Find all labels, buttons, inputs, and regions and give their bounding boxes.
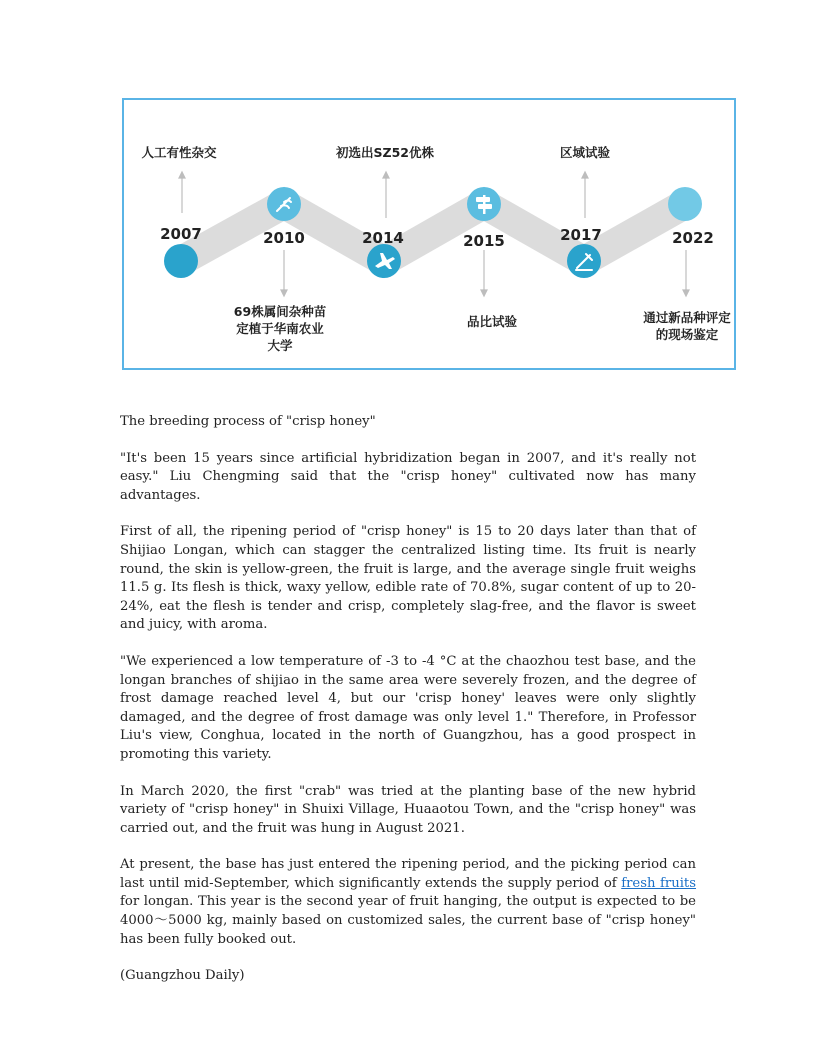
paragraph-5 — [120, 856, 696, 949]
paragraph-5-start: At present, the base has just entered the ripening period, and the picking period can last until mid-September, which significantly extends the supply period of — [120, 857, 696, 891]
node-2017 — [567, 244, 601, 278]
arrow-up-2017 — [582, 172, 588, 218]
node-2015 — [467, 187, 501, 221]
label-2010-line-1: 69株属间杂种苗 — [233, 304, 327, 319]
breeding-timeline-figure — [122, 98, 736, 370]
paragraph-3: "We experienced a low temperature of -3 to -4 °C at the chaozhou test base, and the longan branches of shijiao in the same area were severely frozen, and the degree of frost damage reached level 4, but our 'crisp honey' leaves were only slightly damaged, and the degree of frost damage was only level 1." Therefore, in Professor Liu's view, Conghua, located in the north of Guangzhou, has a good prospect in promoting this variety. — [120, 653, 696, 762]
year-2010: 2010 — [263, 229, 305, 247]
paragraph-4: In March 2020, the first "crab" was tried at the planting base of the new hybrid variety of "crisp honey" in Shuixi Village, Huaaotou Town, and the "crisp honey" was carried out, and the fruit was hung in August 2021. — [120, 783, 696, 836]
arrow-up-2014 — [383, 172, 389, 218]
year-2017: 2017 — [560, 226, 602, 244]
label-2022-line-2: 的现场鉴定 — [655, 327, 719, 342]
label-2010-line-3: 大学 — [267, 338, 293, 353]
year-2014: 2014 — [362, 229, 404, 247]
node-2022 — [668, 187, 702, 221]
label-2007: 人工有性杂交 — [141, 145, 217, 160]
arrow-down-2015 — [481, 250, 487, 296]
article-body — [120, 413, 696, 986]
node-2014 — [367, 244, 401, 278]
fresh-fruits-link[interactable]: fresh fruits — [621, 875, 696, 891]
year-2015: 2015 — [463, 232, 505, 250]
arrow-down-2010 — [281, 250, 287, 296]
year-2007: 2007 — [160, 225, 202, 243]
paragraph-1: "It's been 15 years since artificial hybridization began in 2007, and it's really not easy." Liu Chengming said that the "crisp honey" cultivated now has many advantages. — [120, 450, 696, 503]
label-2010-line-2: 定植于华南农业 — [236, 321, 324, 336]
figure-caption: The breeding process of "crisp honey" — [120, 414, 376, 429]
label-2014: 初选出SZ52优株 — [336, 145, 434, 160]
label-2022-line-1: 通过新品种评定 — [643, 310, 731, 325]
paragraph-5-end: for longan. This year is the second year of fruit hanging, the output is expected to be 4000～5000 kg, mainly based on customized sales, the current base of "crisp honey" has been fully booked out. — [120, 894, 696, 947]
timeline-graphic — [124, 100, 738, 372]
source-credit: (Guangzhou Daily) — [120, 968, 245, 984]
timeline-band — [181, 204, 685, 261]
arrow-down-2022 — [683, 250, 689, 296]
paragraph-2: First of all, the ripening period of "crisp honey" is 15 to 20 days later than that of Shijiao Longan, which can stagger the centralized listing time. Its fruit is nearly round, the skin is yellow-green, the fruit is large, and the average single fruit weighs 11.5 g. Its flesh is thick, waxy yellow, edible rate of 70.8%, sugar content of up to 20-24%, eat the flesh is tender and crisp, completely slag-free, and the flavor is sweet and juicy, with aroma. — [120, 524, 696, 633]
label-2015: 品比试验 — [466, 314, 518, 329]
node-2007 — [164, 244, 198, 278]
node-2010 — [267, 187, 301, 221]
label-2017: 区域试验 — [559, 145, 611, 160]
arrow-up-2007 — [179, 172, 185, 213]
year-2022: 2022 — [672, 229, 714, 247]
